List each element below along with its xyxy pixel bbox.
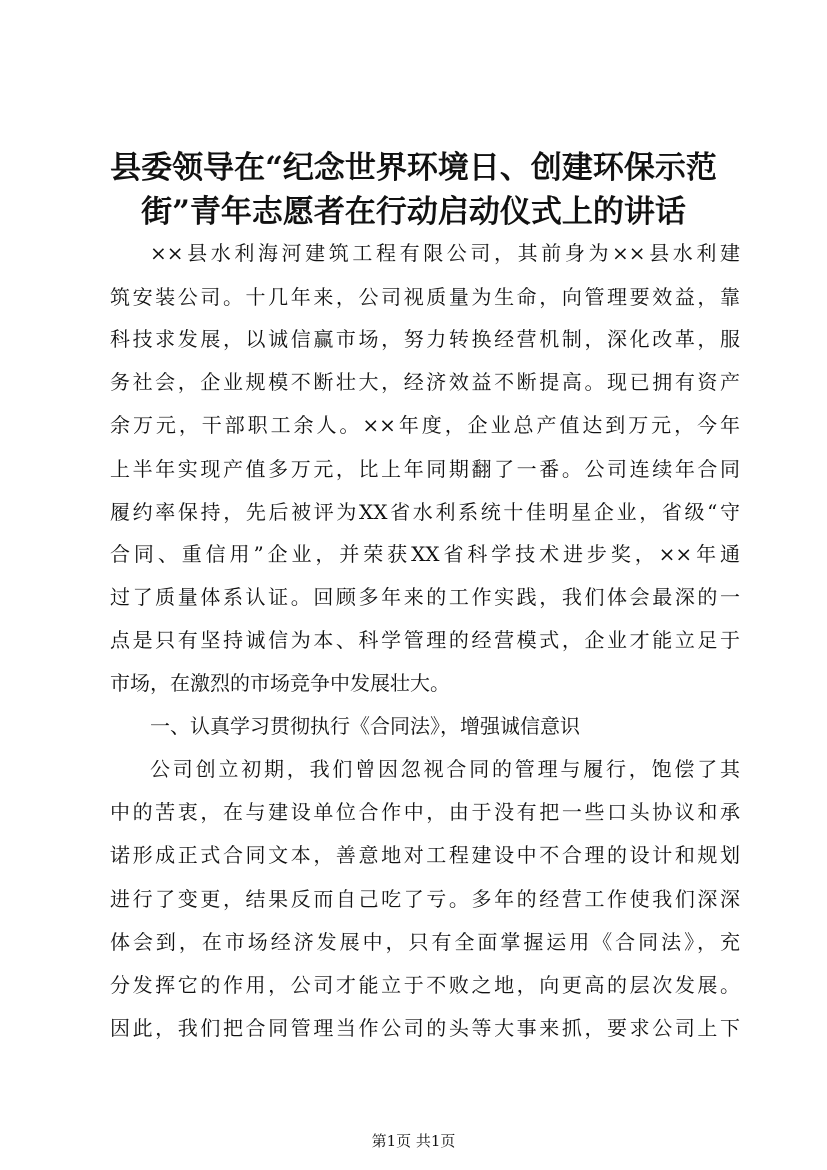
paragraph-line: 市场，在激烈的市场竞争中发展壮大。	[110, 671, 450, 695]
paragraph-line: 点是只有坚持诚信为本、科学管理的经营模式，企业才能立足于	[110, 628, 740, 652]
paragraph-line: 务社会，企业规模不断壮大，经济效益不断提高。现已拥有资产	[110, 370, 740, 394]
paragraph-line: 体会到，在市场经济发展中，只有全面掌握运用《合同法》，充	[110, 930, 740, 954]
paragraph-line: 合同、重信用”企业，并荣获XX省科学技术进步奖，××年通	[110, 542, 740, 566]
paragraph-line: 中的苦衷，在与建设单位合作中，由于没有把一些口头协议和承	[110, 800, 740, 824]
paragraph-line: 科技求发展，以诚信赢市场，努力转换经营机制，深化改革，服	[110, 327, 740, 351]
paragraph-line: 履约率保持，先后被评为XX省水利系统十佳明星企业，省级“守	[110, 500, 740, 524]
paragraph-line: 余万元，干部职工余人。××年度，企业总产值达到万元，今年	[110, 413, 740, 437]
page-number-footer: 第1页 共1页	[371, 1132, 456, 1150]
paragraph-line: 上半年实现产值多万元，比上年同期翻了一番。公司连续年合同	[110, 457, 740, 481]
paragraph-line: 筑安装公司。十几年来，公司视质量为生命，向管理要效益，靠	[110, 285, 740, 309]
paragraph-line: 诺形成正式合同文本，善意地对工程建设中不合理的设计和规划	[110, 843, 740, 867]
paragraph-line: 过了质量体系认证。回顾多年来的工作实践，我们体会最深的一	[110, 585, 740, 609]
paragraph-line: 公司创立初期，我们曾因忽视合同的管理与履行，饱偿了其	[150, 757, 740, 781]
paragraph-line: ××县水利海河建筑工程有限公司，其前身为××县水利建	[150, 241, 740, 265]
section-heading: 一、认真学习贯彻执行《合同法》，增强诚信意识	[150, 714, 580, 738]
title-line-2: 街”青年志愿者在行动启动仪式上的讲话	[141, 194, 686, 230]
paragraph-line: 因此，我们把合同管理当作公司的头等大事来抓，要求公司上下	[110, 1016, 740, 1040]
title-line-1: 县委领导在“纪念世界环境日、创建环保示范	[110, 150, 717, 186]
paragraph-line: 进行了变更，结果反而自己吃了亏。多年的经营工作使我们深深	[110, 887, 740, 911]
paragraph-line: 分发挥它的作用，公司才能立于不败之地，向更高的层次发展。	[110, 973, 740, 997]
